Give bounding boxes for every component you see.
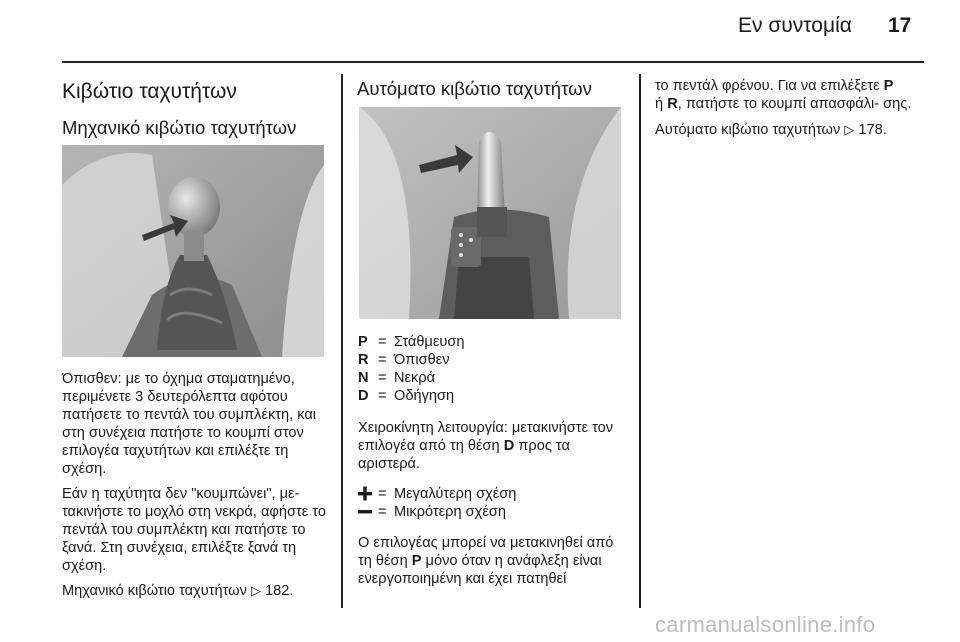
text: το πεντάλ φρένου. Για να επιλέξετε bbox=[655, 78, 880, 94]
text: μόνο όταν η ανάφλεξη είναι ενεργοποιημένη και έχει πατηθεί bbox=[358, 553, 602, 587]
gear-legend bbox=[358, 333, 628, 588]
legend-equals: = bbox=[378, 370, 387, 386]
text: προς τα αριστερά. bbox=[358, 438, 570, 472]
legend-value: Οδήγηση bbox=[394, 388, 455, 404]
header-rule bbox=[62, 61, 924, 63]
legend-key: P bbox=[358, 334, 368, 350]
legend-equals: = bbox=[378, 486, 387, 502]
section-title: Εν συντομία bbox=[738, 14, 852, 37]
reference-page: 182. bbox=[265, 583, 294, 599]
legend-equals: = bbox=[378, 504, 387, 520]
automatic-selector-photo bbox=[359, 107, 621, 319]
paragraph-reverse: Όπισθεν: με το όχημα σταματημένο, περιμένετε 3 δευτερόλεπτα αφότου πατήσετε το πεντάλ του συμπλέκτη, και στη συνέχεια πατήστε το κουμπί στον επιλογέα ταχυτήτων και επιλέξτε τη σχέση. bbox=[62, 371, 317, 477]
text: Χειροκίνητη λειτουργία: μετακινήστε τον επιλογέα από τη θέση bbox=[358, 420, 614, 454]
watermark: carmanualsonline.info bbox=[655, 612, 876, 637]
legend-value: Μεγαλύτερη σχέση bbox=[394, 486, 517, 502]
cross-reference bbox=[655, 121, 925, 139]
bold-key: P bbox=[883, 78, 894, 94]
reference-text: Μηχανικό κιβώτιο ταχυτήτων bbox=[62, 583, 247, 599]
reference-page: 178. bbox=[858, 122, 887, 138]
legend-key: R bbox=[358, 352, 369, 368]
page-ref-arrow-icon: ▷ bbox=[844, 122, 855, 137]
minus-icon bbox=[358, 503, 372, 526]
paragraph-manual-mode bbox=[358, 419, 623, 473]
text: , πατήστε το κουμπί απασφάλι- σης. bbox=[677, 96, 912, 112]
reference-text: Αυτόματο κιβώτιο ταχυτήτων bbox=[655, 122, 841, 138]
paragraph-engage: Εάν η ταχύτητα δεν "κουμπώνει", με- τακινήστε το μοχλό στη νεκρά, αφήστε το πεντάλ του συμπλέκτη και πατήστε το ξανά. Στη συνέχεια, επιλέξτε ξανά τη σχέση. bbox=[62, 486, 326, 574]
legend-item-park bbox=[358, 333, 628, 351]
legend-item-drive bbox=[358, 387, 628, 405]
column-divider bbox=[639, 74, 641, 608]
legend-item-neutral bbox=[358, 369, 628, 387]
text: ή bbox=[655, 96, 664, 112]
legend-equals: = bbox=[378, 334, 387, 350]
bold-key: D bbox=[503, 438, 515, 454]
legend-key: D bbox=[358, 388, 369, 404]
legend-item-reverse bbox=[358, 351, 628, 369]
text: Ο επιλογέας μπορεί να μετακινηθεί από τη θέση bbox=[358, 535, 614, 569]
legend-value: Στάθμευση bbox=[394, 334, 465, 350]
legend-value: Μικρότερη σχέση bbox=[394, 504, 506, 520]
paragraph-park-release bbox=[358, 534, 626, 588]
page-number: 17 bbox=[888, 14, 912, 37]
legend-equals: = bbox=[378, 352, 387, 368]
manual-gearshift-photo bbox=[62, 145, 324, 357]
shift-legend-up bbox=[358, 485, 628, 503]
legend-value: Όπισθεν bbox=[394, 352, 450, 368]
heading-automatic: Αυτόματο κιβώτιο ταχυτήτων bbox=[357, 78, 592, 99]
bold-key: P bbox=[411, 553, 422, 569]
subheading-manual: Μηχανικό κιβώτιο ταχυτήτων bbox=[62, 117, 297, 138]
paragraph-brake bbox=[655, 77, 925, 113]
column-divider bbox=[341, 74, 343, 608]
legend-value: Νεκρά bbox=[394, 370, 436, 386]
cross-reference bbox=[62, 582, 328, 600]
page-ref-arrow-icon: ▷ bbox=[250, 583, 261, 598]
legend-key: N bbox=[358, 370, 369, 386]
shift-legend-down bbox=[358, 503, 628, 521]
heading-gearbox: Κιβώτιο ταχυτήτων bbox=[62, 80, 237, 103]
bold-key: R bbox=[667, 96, 678, 112]
legend-equals: = bbox=[378, 388, 387, 404]
